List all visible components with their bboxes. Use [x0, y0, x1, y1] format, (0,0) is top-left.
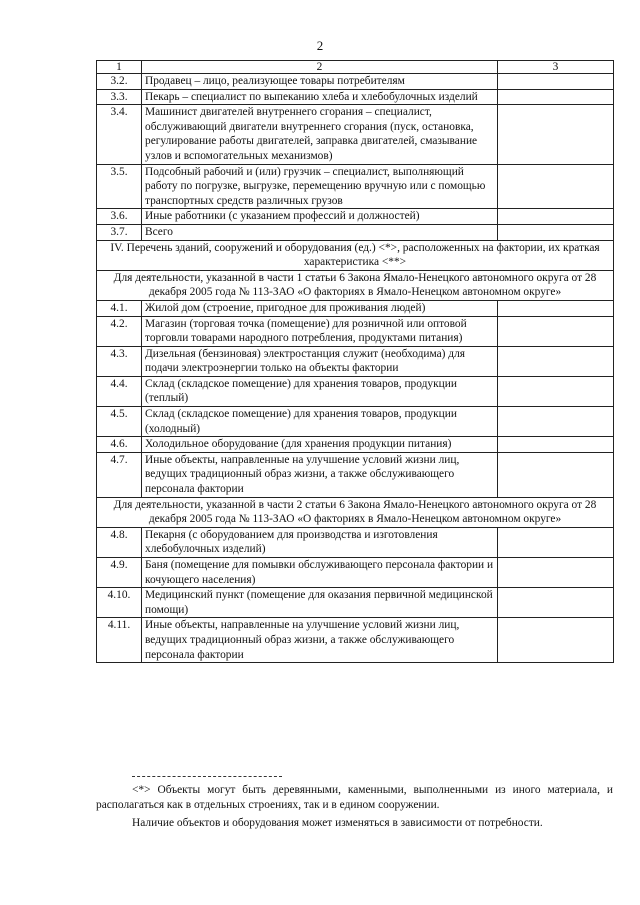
row-value-cell [498, 376, 614, 406]
column-header-2: 2 [142, 61, 498, 74]
row-description: Склад (складское помещение) для хранения товаров, продукции (холодный) [142, 407, 498, 437]
footnote-separator [132, 776, 282, 777]
row-value-cell [498, 89, 614, 105]
row-value-cell [498, 209, 614, 225]
row-number: 4.4. [97, 376, 142, 406]
row-number: 4.6. [97, 437, 142, 453]
table-row [97, 376, 614, 406]
section-heading: Для деятельности, указанной в части 2 статьи 6 Закона Ямало-Ненецкого автономного округа от 28 декабря 2005 года № 113-ЗАО «О факториях в Ямало-Ненецком автономном округе» [97, 497, 614, 527]
section-row [97, 497, 614, 527]
page-number: 2 [316, 38, 324, 53]
section-heading: IV. Перечень зданий, сооружений и оборудования (ед.) <*>, расположенных на фактории, их краткая характеристика <**> [97, 240, 614, 270]
table-row [97, 224, 614, 240]
table-row [97, 618, 614, 663]
table-row [97, 407, 614, 437]
row-description: Дизельная (бензиновая) электростанция служит (необходима) для подачи электроэнергии только на объекты фактории [142, 346, 498, 376]
row-number: 4.11. [97, 618, 142, 663]
row-description: Подсобный рабочий и (или) грузчик – специалист, выполняющий работу по погрузке, выгрузке, перемещению вручную или с помощью транспортных средств различных грузов [142, 164, 498, 209]
section-row [97, 240, 614, 270]
table-row [97, 74, 614, 90]
row-value-cell [498, 316, 614, 346]
row-value-cell [498, 346, 614, 376]
row-description: Холодильное оборудование (для хранения продукции питания) [142, 437, 498, 453]
row-description: Жилой дом (строение, пригодное для проживания людей) [142, 300, 498, 316]
table-row [97, 558, 614, 588]
row-value-cell [498, 164, 614, 209]
row-description: Пекарь – специалист по выпеканию хлеба и хлебобулочных изделий [142, 89, 498, 105]
row-number: 3.5. [97, 164, 142, 209]
table-row [97, 300, 614, 316]
row-description: Баня (помещение для помывки обслуживающего персонала фактории и кочующего населения) [142, 558, 498, 588]
table-row [97, 316, 614, 346]
table-row [97, 209, 614, 225]
table-row [97, 527, 614, 557]
row-description: Магазин (торговая точка (помещение) для розничной или оптовой торговли товарами народного потребления, продуктами питания) [142, 316, 498, 346]
column-header-3: 3 [498, 61, 614, 74]
table-row [97, 164, 614, 209]
table-row [97, 346, 614, 376]
row-value-cell [498, 588, 614, 618]
row-description: Продавец – лицо, реализующее товары потребителям [142, 74, 498, 90]
footnote-availability: Наличие объектов и оборудования может изменяться в зависимости от потребности. [132, 817, 543, 830]
row-value-cell [498, 452, 614, 497]
row-value-cell [498, 407, 614, 437]
row-description: Иные объекты, направленные на улучшение условий жизни лиц, ведущих традиционный образ жизни, а также обслуживающего персонала фактории [142, 618, 498, 663]
footnote-objects: <*> Объекты могут быть деревянными, каменными, выполненными из иного материала, и располагаться как в отдельных строениях, так и в едином сооружении. [96, 784, 613, 811]
row-value-cell [498, 527, 614, 557]
section-heading: Для деятельности, указанной в части 1 статьи 6 Закона Ямало-Ненецкого автономного округа от 28 декабря 2005 года № 113-ЗАО «О факториях в Ямало-Ненецком автономном округе» [97, 270, 614, 300]
row-number: 4.10. [97, 588, 142, 618]
row-number: 4.9. [97, 558, 142, 588]
table-row [97, 105, 614, 164]
row-description: Пекарня (с оборудованием для производства и изготовления хлебобулочных изделий) [142, 527, 498, 557]
row-description: Иные работники (с указанием профессий и должностей) [142, 209, 498, 225]
table-row [97, 588, 614, 618]
facility-table [96, 60, 614, 663]
table-row [97, 437, 614, 453]
row-description: Медицинский пункт (помещение для оказания первичной медицинской помощи) [142, 588, 498, 618]
row-value-cell [498, 437, 614, 453]
row-number: 3.6. [97, 209, 142, 225]
row-number: 4.7. [97, 452, 142, 497]
row-value-cell [498, 558, 614, 588]
row-value-cell [498, 618, 614, 663]
row-number: 3.3. [97, 89, 142, 105]
table-row [97, 89, 614, 105]
row-number: 3.2. [97, 74, 142, 90]
row-description: Склад (складское помещение) для хранения товаров, продукции (теплый) [142, 376, 498, 406]
row-number: 3.7. [97, 224, 142, 240]
row-description: Машинист двигателей внутреннего сгорания – специалист, обслуживающий двигатели внутреннего сгорания (пуск, остановка, регулирование работы двигателей, заправка двигателей, смазывание узлов и вспомогательных механизмов) [142, 105, 498, 164]
row-value-cell [498, 74, 614, 90]
row-number: 4.5. [97, 407, 142, 437]
footnotes [96, 776, 613, 831]
row-value-cell [498, 300, 614, 316]
column-header-1: 1 [97, 61, 142, 74]
row-number: 3.4. [97, 105, 142, 164]
table-row [97, 452, 614, 497]
section-row [97, 270, 614, 300]
row-number: 4.1. [97, 300, 142, 316]
column-header-row [97, 61, 614, 74]
row-number: 4.2. [97, 316, 142, 346]
row-number: 4.3. [97, 346, 142, 376]
row-description: Всего [142, 224, 498, 240]
row-number: 4.8. [97, 527, 142, 557]
row-value-cell [498, 105, 614, 164]
row-value-cell [498, 224, 614, 240]
row-description: Иные объекты, направленные на улучшение условий жизни лиц, ведущих традиционный образ жизни, а также обслуживающего персонала фактории [142, 452, 498, 497]
